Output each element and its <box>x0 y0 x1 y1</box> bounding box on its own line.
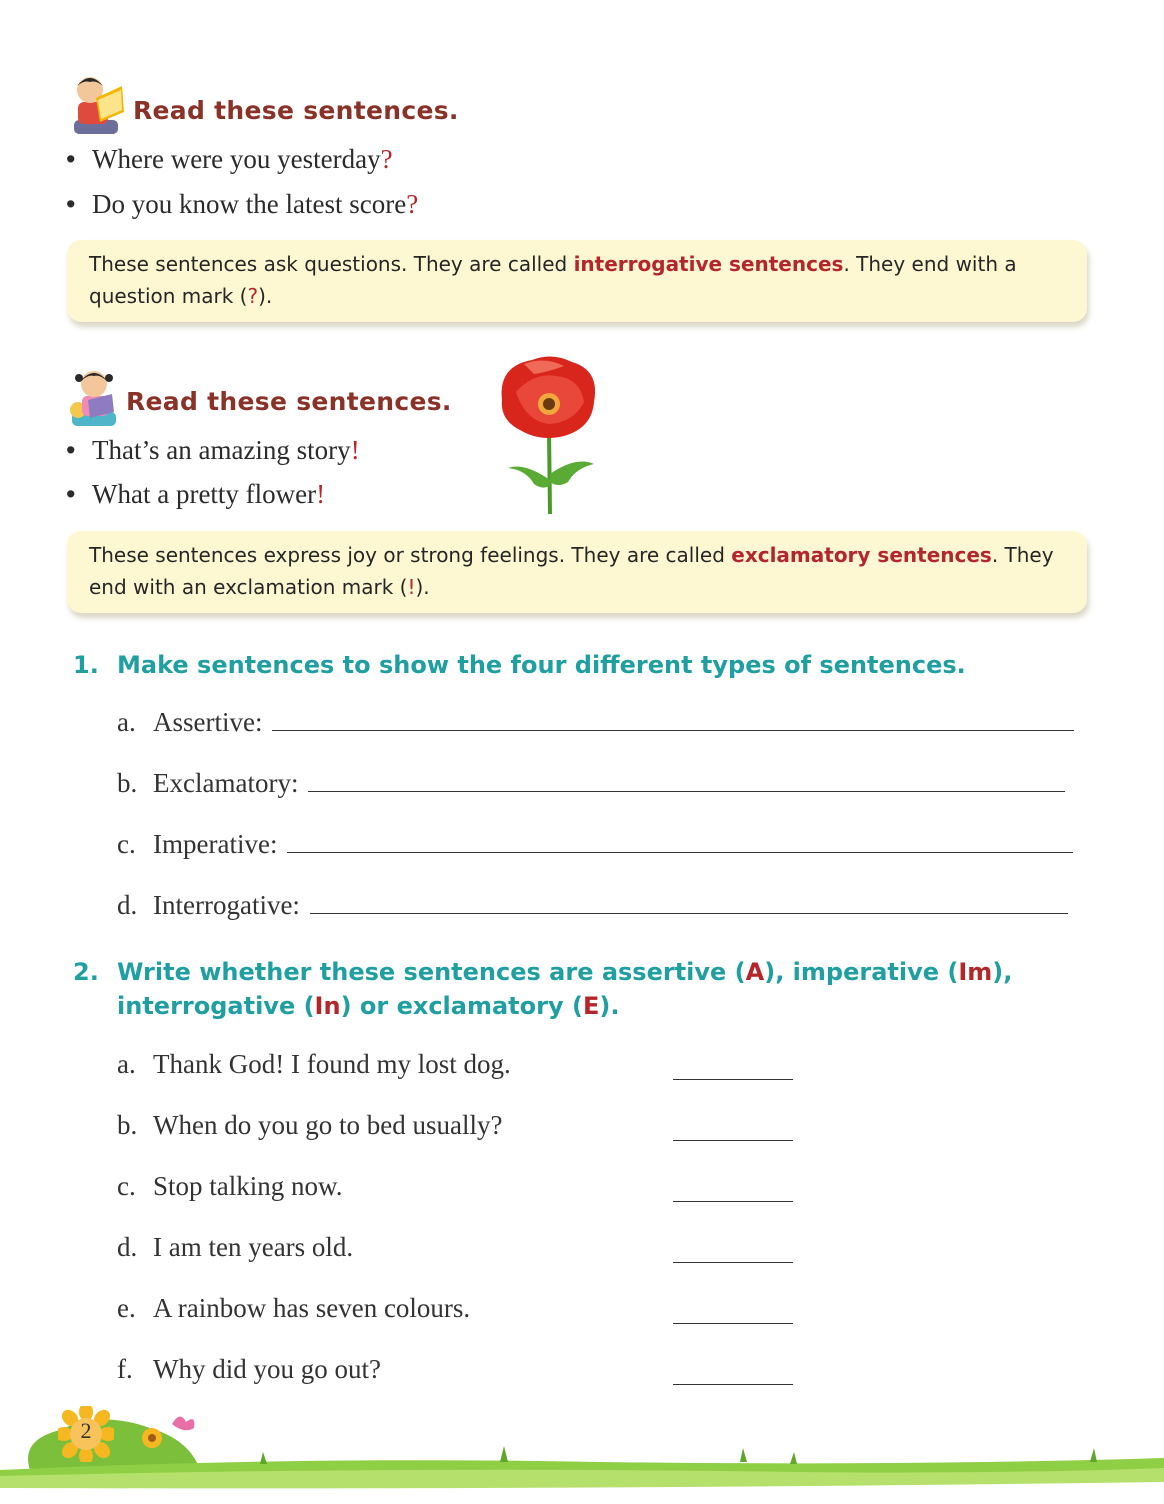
answer-line[interactable] <box>272 710 1074 731</box>
list-item: • Where were you yesterday? <box>66 144 393 174</box>
exercise-item: b. When do you go to bed usually? <box>117 1110 503 1140</box>
page-number: 2 <box>80 1418 92 1443</box>
bullet-icon: • <box>66 479 76 509</box>
section1-heading: Read these sentences. <box>133 96 459 125</box>
question-number: 2. <box>73 958 99 986</box>
exercise-item-assertive: a. Assertive: <box>117 707 1074 738</box>
list-item: • What a pretty flower! <box>66 479 326 509</box>
answer-blank[interactable] <box>673 1382 793 1385</box>
exercise-item: c. Stop talking now. <box>117 1171 343 1201</box>
exercise-item: f. Why did you go out? <box>117 1354 381 1384</box>
answer-blank[interactable] <box>673 1260 793 1263</box>
boy-reading-icon <box>66 72 126 138</box>
exercise-item-imperative: c. Imperative: <box>117 829 1073 860</box>
bullet-icon: • <box>66 189 76 219</box>
section2-heading: Read these sentences. <box>126 387 452 416</box>
info-note-exclamatory: These sentences express joy or strong feelings. They are called exclamatory sentences. They end with an exclamation mark (!). <box>67 531 1087 613</box>
list-item: • That’s an amazing story! <box>66 435 360 465</box>
list-item: • Do you know the latest score? <box>66 189 419 219</box>
red-poppy-flower-image <box>494 352 604 517</box>
exercise-item: d. I am ten years old. <box>117 1232 354 1262</box>
grass-footer-decoration <box>0 1400 1164 1500</box>
info-note-interrogative: These sentences ask questions. They are called interrogative sentences. They end with a question mark (?). <box>67 240 1087 322</box>
question-number: 1. <box>73 651 99 679</box>
answer-blank[interactable] <box>673 1199 793 1202</box>
question-1-heading: 1. Make sentences to show the four different types of sentences. <box>117 648 1117 682</box>
exercise-item-exclamatory: b. Exclamatory: <box>117 768 1065 799</box>
exercise-item: e. A rainbow has seven colours. <box>117 1293 471 1323</box>
question-2-heading: 2. Write whether these sentences are assertive (A), imperative (Im), interrogative (In) or exclamatory (E). <box>117 955 1117 1023</box>
bullet-icon: • <box>66 144 76 174</box>
answer-line[interactable] <box>310 893 1068 914</box>
bullet-icon: • <box>66 435 76 465</box>
answer-blank[interactable] <box>673 1138 793 1141</box>
exercise-item: a. Thank God! I found my lost dog. <box>117 1049 511 1079</box>
girl-reading-icon <box>66 366 122 430</box>
answer-line[interactable] <box>287 832 1073 853</box>
answer-blank[interactable] <box>673 1077 793 1080</box>
answer-line[interactable] <box>308 771 1065 792</box>
answer-blank[interactable] <box>673 1321 793 1324</box>
exercise-item-interrogative: d. Interrogative: <box>117 890 1068 921</box>
